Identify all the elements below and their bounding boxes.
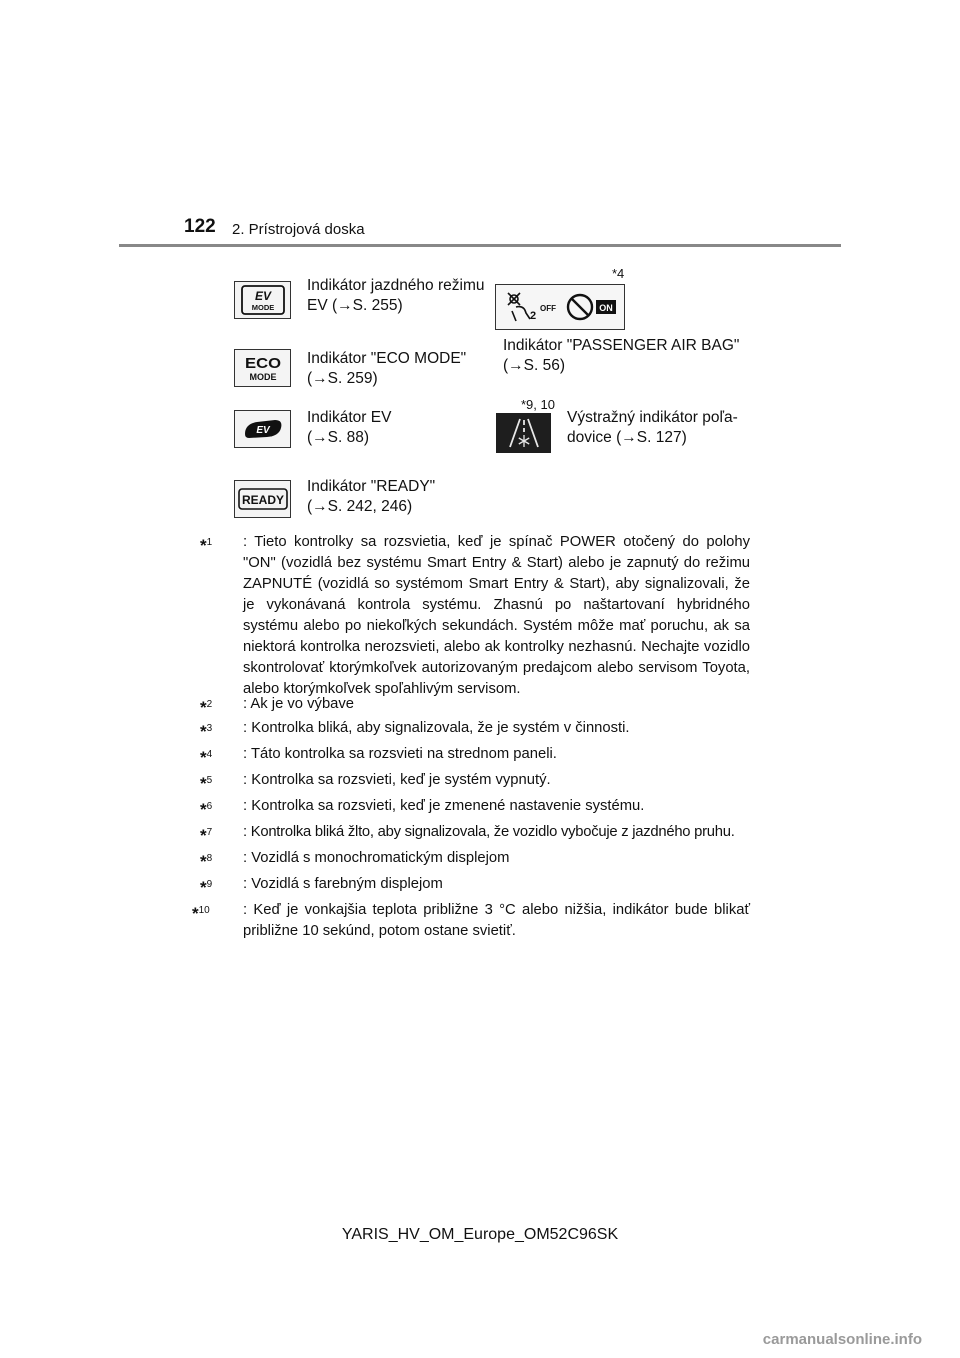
ice-text-line1: Výstražný indikátor poľa- [567, 409, 738, 426]
airbag-text-line1: Indikátor "PASSENGER AIR BAG" [503, 337, 740, 354]
footnote-text: : Vozidlá s farebným displejom [243, 876, 443, 892]
footnote-text: : Táto kontrolka sa rozsvieti na strednom paneli. [243, 746, 557, 762]
svg-text:EV: EV [254, 289, 271, 303]
footnote-5 [200, 770, 750, 791]
svg-text:MODE: MODE [249, 372, 276, 382]
airbag-on-label: ON [599, 303, 613, 313]
ev-mode-text-line1: Indikátor jazdného režimu [307, 277, 485, 294]
ready-text-line2: (→S. 242, 246) [307, 498, 413, 515]
footnote-8 [200, 848, 750, 869]
watermark: carmanualsonline.info [762, 1331, 922, 1348]
ready-indicator-description [307, 477, 435, 517]
ev-mode-text-line2: EV (→S. 255) [307, 297, 403, 314]
ev-indicator-description [307, 408, 391, 448]
eco-mode-indicator-icon [234, 349, 291, 387]
eco-mode-text-line2: (→S. 259) [307, 370, 378, 387]
ready-indicator-icon [234, 480, 291, 518]
ice-text-line2: dovice (→S. 127) [567, 429, 687, 446]
svg-text:2: 2 [530, 310, 537, 322]
page-number: 122 [184, 216, 216, 237]
footnote-text: : Ak je vo výbave [243, 696, 355, 712]
footnote-marker: *$^7$ [200, 825, 213, 845]
footnote-6 [200, 796, 750, 817]
footnote-marker: *$^1$ [200, 535, 213, 555]
footnote-10 [192, 900, 750, 942]
airbag-text-line2: (→S. 56) [503, 357, 566, 374]
footnote-marker: *$^2$ [200, 697, 213, 717]
footnote-marker: *$^3$ [200, 721, 213, 741]
section-title: 2. Prístrojová doska [232, 221, 365, 238]
footnote-marker: *$^5$ [200, 773, 213, 793]
ice-note: *9, 10 [521, 397, 555, 412]
ice-indicator-description [567, 408, 738, 448]
footnote-marker: *$^9$ [200, 877, 213, 897]
footnote-3 [200, 718, 750, 739]
airbag-note: *4 [612, 266, 625, 281]
footnote-2 [200, 694, 750, 715]
ev-text-line1: Indikátor EV [307, 409, 392, 426]
footnote-text: : Vozidlá s monochromatickým displejom [243, 850, 510, 866]
footnote-text: : Kontrolka sa rozsvieti, keď je systém vypnutý. [243, 772, 551, 788]
eco-mode-indicator-description [307, 349, 466, 389]
footnote-marker: *$^{10}$ [192, 903, 210, 923]
svg-text:ECO: ECO [244, 355, 281, 372]
road-ice-warning-icon [496, 413, 551, 453]
ready-text-line1: Indikátor "READY" [307, 478, 436, 495]
footnote-9 [200, 874, 750, 895]
footnote-7 [200, 822, 750, 843]
footnote-text: : Kontrolka bliká žlto, aby signalizovala, že vozidlo vybočuje z jazdného pruhu. [243, 824, 735, 840]
ev-mode-indicator-description [307, 276, 485, 316]
ev-text-line2: (→S. 88) [307, 429, 370, 446]
footnote-text: : Keď je vonkajšia teplota približne 3 °C alebo nižšia, indikátor bude blikať približne 10 sekúnd, potom ostane svietiť. [243, 902, 750, 939]
svg-text:EV: EV [255, 425, 270, 436]
footnote-marker: *$^6$ [200, 799, 213, 819]
header-divider [119, 244, 841, 247]
footnote-text: : Kontrolka bliká, aby signalizovala, že je systém v činnosti. [243, 720, 630, 736]
ice-note-marker [521, 397, 555, 412]
footnote-text: : Kontrolka sa rozsvieti, keď je zmenené nastavenie systému. [243, 798, 645, 814]
svg-text:READY: READY [241, 493, 284, 507]
ev-mode-indicator-icon [234, 281, 291, 319]
passenger-airbag-indicator-icon [495, 284, 625, 330]
ev-indicator-icon [234, 410, 291, 448]
airbag-indicator-description [503, 336, 739, 376]
footnote-4 [200, 744, 750, 765]
footnote-marker: *$^4$ [200, 747, 213, 767]
airbag-off-label: OFF [540, 304, 556, 313]
footnote-1 [200, 532, 750, 700]
footnote-marker: *$^8$ [200, 851, 213, 871]
document-code: YARIS_HV_OM_Europe_OM52C96SK [341, 1226, 619, 1243]
eco-mode-text-line1: Indikátor "ECO MODE" [307, 350, 467, 367]
svg-text:MODE: MODE [251, 303, 274, 312]
airbag-note-marker [612, 266, 624, 281]
footnote-text: : Tieto kontrolky sa rozsvietia, keď je spínač POWER otočený do polohy "ON" (vozidlá bez systému Smart Entry & Start) alebo je zapnutý do režimu ZAPNUTÉ (vozidlá so systémom Smart Entry & Start), aby signalizovali, že je vykonávaná kontrola systému. Zhasnú po naštartovaní hybridného systému alebo po niekoľkých sekundách. Systém môže mať poruchu, ak sa niektorá kontrolka nerozsvieti, alebo ak kontrolky nezhasnú. Nechajte vozidlo skontrolovať ktorýmkoľvek autorizovaným predajcom alebo servisom Toyota, alebo ktorýmkoľvek spoľahlivým servisom. [243, 534, 750, 697]
